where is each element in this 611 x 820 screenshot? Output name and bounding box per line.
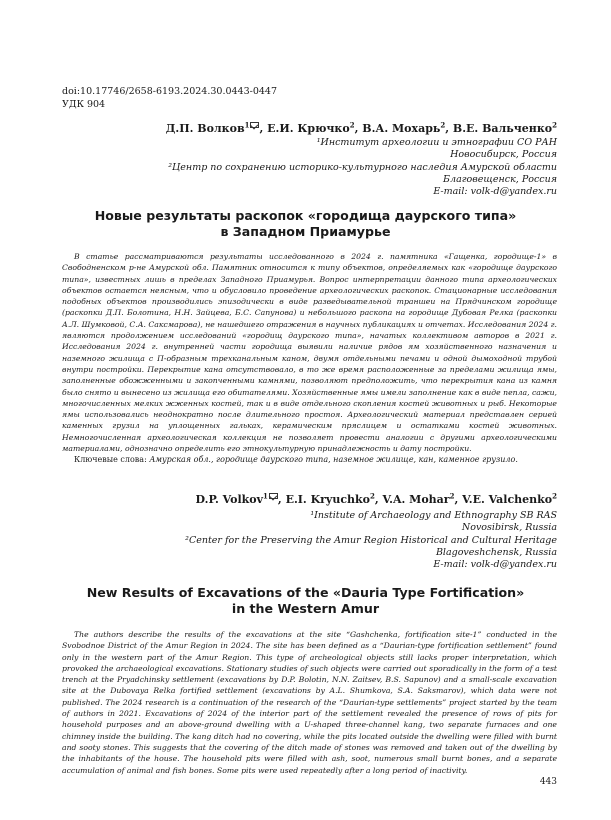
affiliation-line: Blagoveshchensk, Russia [435,546,557,558]
affiliation-en [77,510,557,571]
affiliation-line: Новосибирск, Россия [450,149,557,161]
affiliation-line: ¹Institute of Archaeology and Ethnography SB RAS [310,510,557,521]
title-en [0,585,611,617]
keywords-label: Ключевые слова: [74,455,147,464]
abstract-ru: В статье рассматриваются результаты исследованного в 2024 г. памятника «Гащенка, городище-1» в Свободненском р-не Амурской обл. Памятник относится к типу объектов, определяемых как «городище даурского типа», известных лишь в пределах Западного Приамурья. Вопрос интерпретации данного типа археологических объектов остается неясным, что и обусловило проведение археологических раскопок. Стационарные исследования подобных объектов производились эпизодически в виде разведывательной траншеи на Прядчинском городище (раскопки Д.П. Болотина, Н.Н. Зайцева, Б.С. Сапунова) и небольшого раскопа на городище Дубовая Релка (раскопки А.Л. Шумковой, С.А. Саксмарова), не нашедшего отражения в научных публикациях и отчетах. Исследования 2024 г. являются продолжением исследований «городищ даурского типа», начатых коллективом авторов в 2021 г. Исследования 2024 г. внутренней части городища выявили наличие рядов ям хозяйственного назначения и наземного жилища с П-образным трехканальным каном, двумя отдельными печами и одной дымоходной трубой внутри постройки. Перекрытие кана отсутствовало, в то же время расположенные за пределами жилища ямы, заполненные обожженными и закопченными камнями, позволяют предположить, что перекрытия кана из камня было снято и вынесено из жилища его обитателями. Хозяйственные ямы имели заполнение как в виде пепла, сажи, многочисленных мелких жженных костей, так и в виде отдельного скопления костей животных и рыб. Некоторые ямы использовались неоднократно после длительного простоя. Археологический материал представлен серией каменных грузил на уплощенных гальках, керамическим пряслицем и остатками костей животных. Немногочисленная археологическая коллекция не позволяет провести аналогии с другими археологическими материалами, однозначно определить его этнокультурную принадлежность и дату постройки. [62,252,557,454]
author-ru-3: В.А. Мохарь$^2$, [362,120,453,135]
author-ru-1: Д.П. Волков$^1$ , [165,120,268,135]
title-en-line-1: New Results of Excavations of the «Dauria Type Fortification» [86,585,525,600]
authors-ru [166,120,557,135]
affiliation-line: ²Center for the Preserving the Amur Region Historical and Cultural Heritage [185,534,557,546]
author-en-3: V.A. Mohar$^2$, [382,491,463,506]
mail-icon[interactable] [269,493,278,499]
affiliation-line: Благовещенск, Россия [443,173,557,185]
affiliation-ru [77,137,557,198]
title-en-line-2: in the Western Amur [231,601,380,616]
affiliation-line: Novosibirsk, Russia [461,522,557,534]
affiliation-line: ¹Институт археологии и этнографии СО РАН [316,137,557,148]
author-ru-4: В.Е. Вальченко$^2$ [452,120,557,135]
page-number: 443 [539,777,557,787]
author-ru-2: Е.И. Крючко$^2$, [267,120,363,135]
email-ru[interactable]: E-mail: volk-d@yandex.ru [433,186,557,198]
email-en[interactable]: E-mail: volk-d@yandex.ru [433,559,557,571]
abstract-en: The authors describe the results of the excavations at the site “Gashchenka, fortification site-1” conducted in the Svobodnoe District of the Amur Region in 2024. The site has been defined as a “Daurian-type fortification settlement” found only in the western part of the Amur Region. This type of archeological objects still lacks proper interpretation, which provoked the archaeological excavations. Stationary studies of such objects were carried out sporadically in the form of a test trench at the Pryadchinsky settlement (excavations by D.P. Bolotin, N.N. Zaitsev, B.S. Sapunov) and a small-scale excavation site at the Dubovaya Relka fortified settlement (excavations by A.L. Shumkova, S.A. Saksmarov), which data were not published. The 2024 research is a continuation of the research of the “Daurian-type settlements” project started by the team of authors in 2021. Excavations of 2024 of the interior part of the settlement revealed the presence of rows of pits for household purposes and an above-ground dwelling with a U-shaped three-channel kang, two separate furnaces and one chimney inside the building. The kang ditch had no covering, while the pits located outside the dwelling were filled with burnt and sooty stones. This suggests that the covering of the ditch made of stones was removed and taken out of the dwelling by the inhabitants of the house. The household pits were filled with ash, soot, numerous small burnt bones, and a separate accumulation of animal and fish bones. Some pits were used repeatedly after a long period of inactivity. [62,630,557,775]
title-ru-line-1: Новые результаты раскопок «городища даурского типа» [94,208,517,223]
authors-en [196,491,557,506]
keywords-ru [74,454,557,465]
title-ru-line-2: в Западном Приамурье [220,224,391,239]
mail-icon[interactable] [250,122,259,128]
title-ru [0,208,611,240]
doi-line: doi:10.17746/2658-6193.2024.30.0443-0447 [62,86,278,97]
udk-line: УДК 904 [62,99,106,110]
affiliation-line: ²Центр по сохранению историко-культурного наследия Амурской области [168,161,557,173]
keywords-list: Амурская обл., городище даурского типа, наземное жилище, кан, каменное грузило. [149,455,518,464]
author-en-2: E.I. Kryuchko$^2$, [285,491,383,506]
author-en-4: V.E. Valchenko$^2$ [462,491,557,506]
author-en-1: D.P. Volkov$^1$ , [195,491,286,506]
